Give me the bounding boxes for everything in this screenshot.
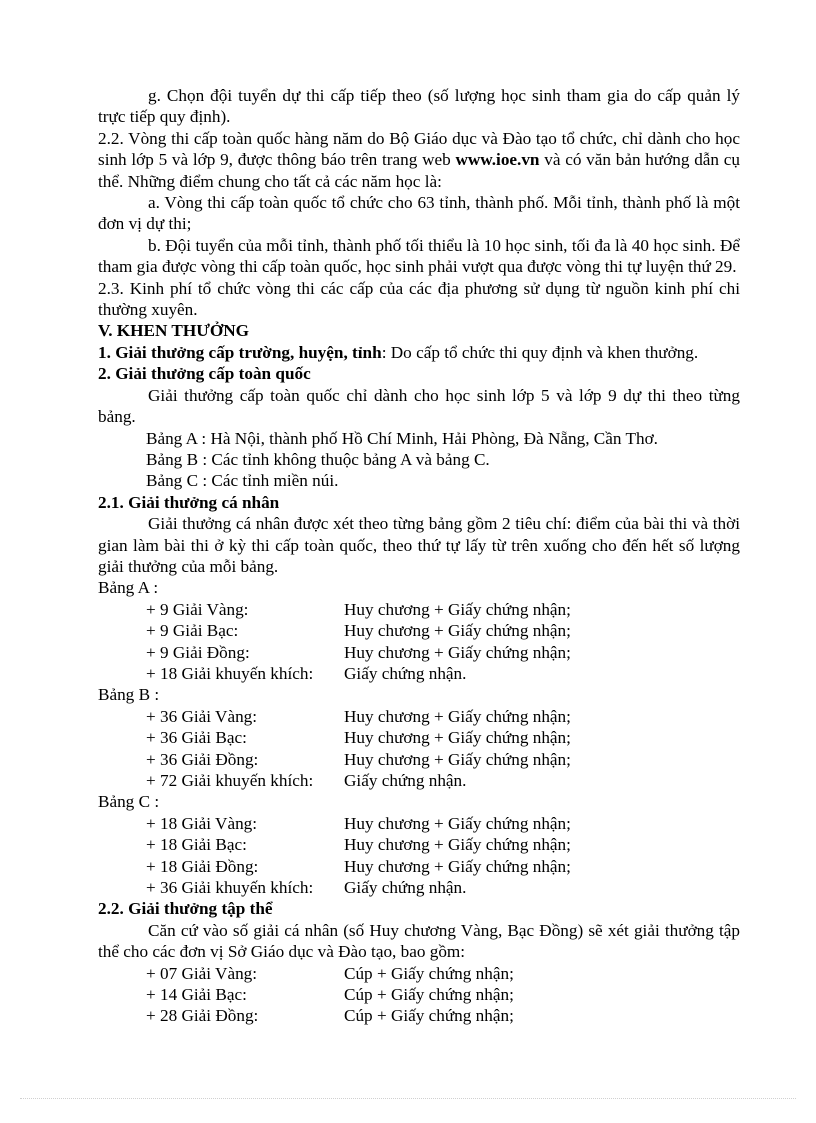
section-2-text: Giải thưởng cấp toàn quốc chỉ dành cho học sinh lớp 5 và lớp 9 dự thi theo từng bảng.: [98, 385, 740, 427]
prize-row: [98, 963, 740, 984]
prize-row: [98, 749, 740, 770]
prize-label: + 18 Giải Bạc:: [146, 835, 247, 855]
prize-reward: Cúp + Giấy chứng nhận;: [344, 985, 514, 1005]
group-c-label: Bảng C :: [98, 792, 160, 812]
section-2-title: 2. Giải thưởng cấp toàn quốc: [98, 364, 311, 384]
prize-row: [98, 813, 740, 834]
section-v-title: V. KHEN THƯỞNG: [98, 321, 250, 341]
section-1-text: : Do cấp tổ chức thi quy định và khen thưởng.: [381, 342, 699, 362]
group-b-label: Bảng B :: [98, 685, 160, 705]
website-link[interactable]: www.ioe.vn: [455, 150, 540, 170]
prize-row: [98, 834, 740, 855]
prize-row: [98, 856, 740, 877]
prize-reward: Giấy chứng nhận.: [344, 663, 467, 683]
paragraph-g: g. Chọn đội tuyển dự thi cấp tiếp theo (số lượng học sinh tham gia do cấp quản lý trực tiếp quy định).: [98, 86, 740, 127]
prize-label: + 36 Giải Bạc:: [146, 728, 247, 748]
section-2-2-title: 2.2. Giải thưởng tập thể: [98, 899, 273, 919]
paragraph-b: b. Đội tuyển của mỗi tỉnh, thành phố tối thiểu là 10 học sinh, tối đa là 40 học sinh. Để tham gia được vòng thi cấp toàn quốc, học sinh phải vượt qua được vòng thi tự luyện thứ 29.: [98, 235, 740, 277]
prize-reward: Huy chương + Giấy chứng nhận;: [344, 856, 571, 876]
paragraph-2-3: 2.3. Kinh phí tổ chức vòng thi các cấp của các địa phương sử dụng từ nguồn kinh phí chi thường xuyên.: [98, 278, 740, 320]
prize-row: [98, 727, 740, 748]
prize-reward: Huy chương + Giấy chứng nhận;: [344, 621, 571, 641]
prize-label: + 36 Giải Đồng:: [146, 749, 259, 769]
prize-label: + 72 Giải khuyến khích:: [146, 771, 314, 790]
prize-row: [98, 1005, 740, 1026]
prize-label: + 36 Giải khuyến khích:: [146, 878, 314, 898]
paragraph-a: a. Vòng thi cấp toàn quốc tổ chức cho 63 tỉnh, thành phố. Mỗi tỉnh, thành phố là một đơn vị dự thi;: [98, 193, 740, 234]
section-1-title: 1. Giải thưởng cấp trường, huyện, tỉnh: [98, 342, 382, 362]
prize-row: [98, 706, 740, 727]
prize-reward: Giấy chứng nhận.: [344, 878, 467, 898]
section-1: [98, 342, 740, 363]
page-bottom-divider: [20, 1098, 796, 1099]
section-2-1-text: Giải thưởng cá nhân được xét theo từng bảng gồm 2 tiêu chí: điểm của bài thi và thời gian làm bài thi ở kỳ thi cấp toàn quốc, theo thứ tự lấy từ trên xuống cho đến hết số lượng giải thưởng của mỗi bảng.: [98, 514, 740, 576]
section-2-1-title: 2.1. Giải thưởng cá nhân: [98, 492, 280, 512]
bang-a-description: Bảng A : Hà Nội, thành phố Hồ Chí Minh, Hải Phòng, Đà Nẵng, Cần Thơ.: [146, 428, 658, 448]
bang-b-description: Bảng B : Các tỉnh không thuộc bảng A và bảng C.: [146, 449, 490, 469]
prize-reward: Huy chương + Giấy chứng nhận;: [344, 599, 571, 619]
prize-label: + 18 Giải khuyến khích:: [146, 663, 314, 683]
prize-row: [98, 770, 740, 791]
prize-row: [98, 599, 740, 620]
prize-row: [98, 663, 740, 684]
prize-label: + 14 Giải Bạc:: [146, 985, 247, 1005]
group-a-label: Bảng A :: [98, 578, 159, 598]
paragraph-2-2-part1: 2.2. Vòng thi cấp toàn quốc hàng năm do Bộ Giáo dục và Đào tạo tổ chức, chỉ dành cho học sinh lớp 5 và lớp 9, được thông báo trên trang web: [98, 128, 740, 170]
prize-reward: Huy chương + Giấy chứng nhận;: [344, 728, 571, 748]
prize-reward: Cúp + Giấy chứng nhận;: [344, 1006, 514, 1026]
prize-row: [98, 642, 740, 663]
prize-reward: Huy chương + Giấy chứng nhận;: [344, 749, 571, 769]
prize-row: [98, 877, 740, 898]
prize-label: + 9 Giải Đồng:: [146, 642, 250, 662]
prize-label: + 07 Giải Vàng:: [146, 963, 258, 983]
prize-reward: Huy chương + Giấy chứng nhận;: [344, 835, 571, 855]
prize-label: + 36 Giải Vàng:: [146, 706, 258, 726]
paragraph-2-2-part2: và có văn bản hướng dẫn cụ thể. Những điểm chung cho tất cả các năm học là:: [98, 150, 740, 191]
prize-label: + 18 Giải Vàng:: [146, 813, 258, 833]
prize-reward: Huy chương + Giấy chứng nhận;: [344, 642, 571, 662]
prize-label: + 9 Giải Vàng:: [146, 599, 249, 619]
paragraph-2-2: [98, 128, 740, 192]
bang-c-description: Bảng C : Các tỉnh miền núi.: [146, 471, 339, 491]
section-2-2-text: Căn cứ vào số giải cá nhân (số Huy chương Vàng, Bạc Đồng) sẽ xét giải thưởng tập thể cho các đơn vị Sở Giáo dục và Đào tạo, bao gồm:: [98, 920, 740, 962]
prize-reward: Huy chương + Giấy chứng nhận;: [344, 813, 571, 833]
document-page: [98, 85, 740, 1027]
prize-row: [98, 620, 740, 641]
prize-reward: Cúp + Giấy chứng nhận;: [344, 963, 514, 983]
prize-label: + 9 Giải Bạc:: [146, 621, 239, 641]
prize-row: [98, 984, 740, 1005]
prize-label: + 28 Giải Đồng:: [146, 1006, 259, 1026]
prize-reward: Giấy chứng nhận.: [344, 771, 467, 790]
prize-label: + 18 Giải Đồng:: [146, 856, 259, 876]
prize-reward: Huy chương + Giấy chứng nhận;: [344, 706, 571, 726]
